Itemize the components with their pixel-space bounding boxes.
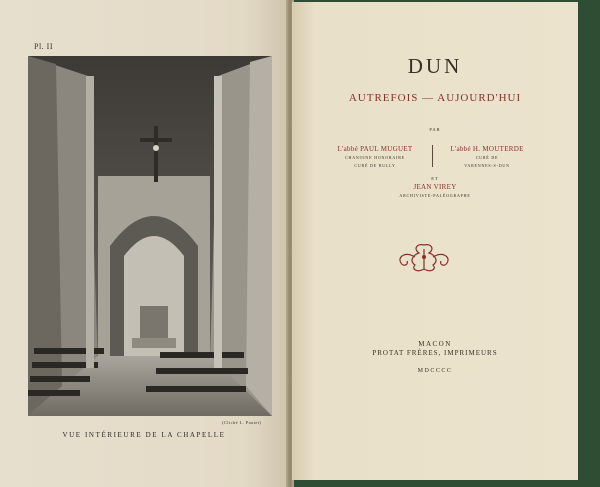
author-2-name: L'abbé H. MOUTERDE	[450, 145, 524, 153]
author-2	[432, 145, 542, 169]
publication-place: MACON	[418, 340, 452, 348]
and-label: ET	[431, 176, 439, 181]
plate-label: Pl. II	[34, 42, 53, 51]
photo-caption: VUE INTÉRIEURE DE LA CHAPELLE	[62, 431, 226, 439]
author-3-name: JEAN VIREY	[413, 183, 457, 191]
printer-name: PROTAT FRÈRES, IMPRIMEURS	[372, 349, 498, 357]
author-1-role-2: CURÉ DE BULLY	[354, 163, 396, 168]
book-subtitle: AUTREFOIS — AUJOURD'HUI	[348, 92, 522, 104]
left-page	[0, 0, 288, 487]
chapel-interior-photo	[28, 56, 272, 416]
author-3	[292, 183, 578, 198]
floral-ornament-icon	[393, 239, 455, 275]
author-1-role-1: CHANOINE HONORAIRE	[345, 155, 405, 160]
publication-year: MDCCCC	[417, 368, 453, 374]
book-title: DUN	[407, 54, 463, 78]
author-2-role-2: VARENNES-S-DUN	[464, 163, 510, 168]
author-1-name: L'abbé PAUL MUGUET	[337, 145, 413, 153]
by-label: PAR	[429, 127, 441, 132]
photo-credit: (Cliché L. Pautet)	[222, 420, 262, 425]
author-2-role-1: CURÉ DE	[475, 155, 499, 160]
author-3-role: ARCHIVISTE-PALÉOGRAPHE	[399, 193, 471, 198]
author-1	[320, 145, 430, 169]
